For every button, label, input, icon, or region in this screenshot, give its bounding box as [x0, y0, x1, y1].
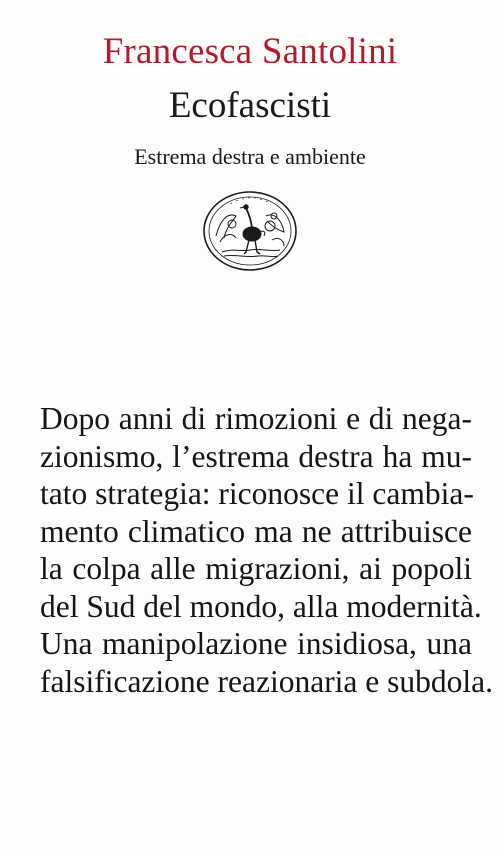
blurb-line: Una manipolazione insidiosa, una	[40, 626, 472, 661]
blurb-line: la colpa alle migrazioni, ai popoli	[40, 551, 472, 586]
book-title: Ecofascisti	[168, 85, 332, 126]
blurb-line: falsificazione reazionaria e subdola.	[40, 663, 494, 699]
ostrich-seal-icon	[202, 190, 298, 272]
back-cover-blurb	[40, 400, 494, 700]
blurb-line: mento climatico ma ne attribuisce	[40, 513, 472, 549]
blurb-line: Dopo anni di rimozioni e di nega-	[40, 401, 472, 436]
author-name: Francesca Santolini	[102, 31, 398, 72]
blurb-line: tato strategia: riconosce il cambia-	[40, 476, 474, 511]
blurb-line: zionismo, l’estrema destra ha mu-	[40, 438, 472, 474]
blurb-line: del Sud del mondo, alla modernità.	[40, 588, 482, 624]
book-subtitle: Estrema destra e ambiente	[134, 144, 366, 169]
